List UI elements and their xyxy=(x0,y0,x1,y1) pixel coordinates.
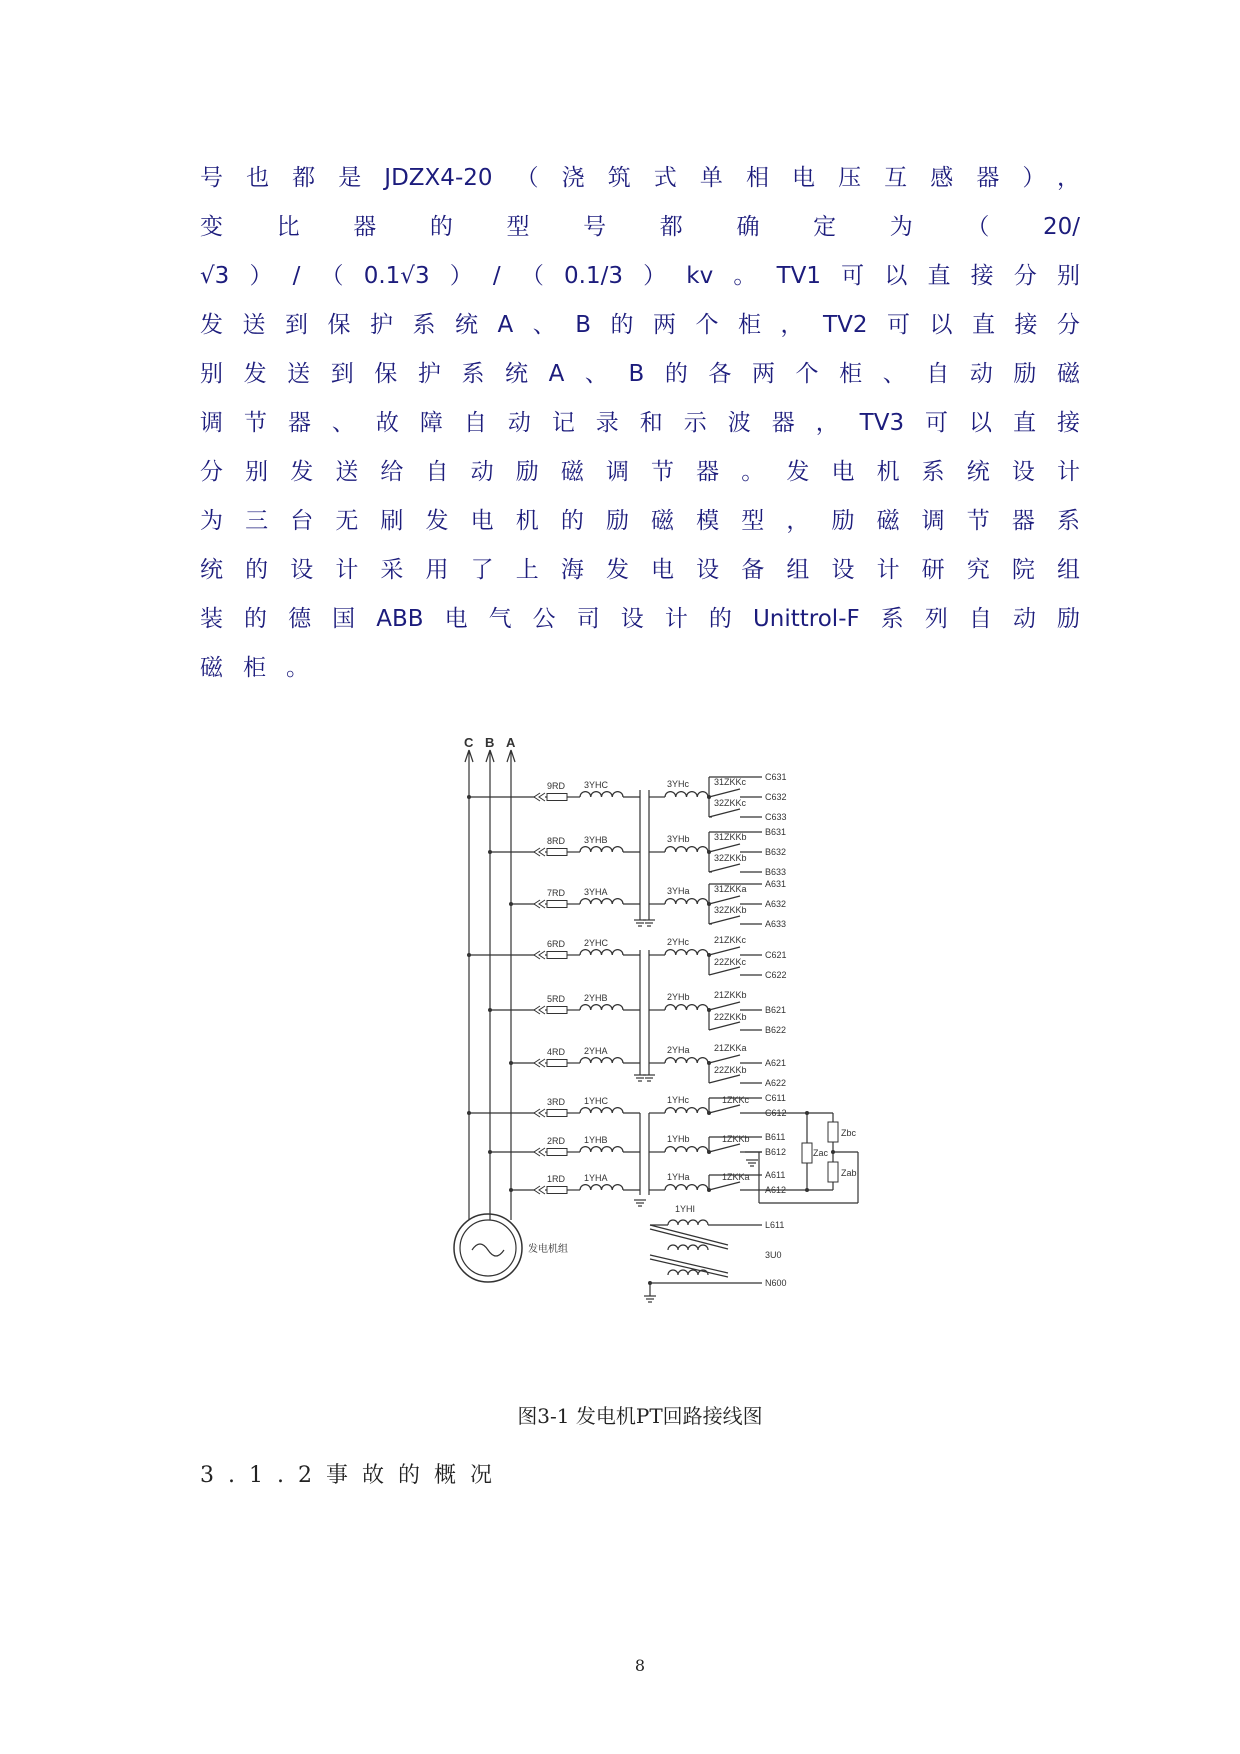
output-terminal: C622 xyxy=(765,970,787,980)
primary-label: 1YHC xyxy=(584,1096,609,1106)
output-terminal: C633 xyxy=(765,812,787,822)
fuse-label: 5RD xyxy=(547,994,566,1004)
impedance-zbc xyxy=(828,1122,838,1142)
generator-icon xyxy=(460,1220,516,1276)
output-terminal: B611 xyxy=(765,1132,786,1142)
output-terminal: B621 xyxy=(765,1005,787,1015)
output-terminal: A611 xyxy=(765,1170,786,1180)
secondary-label: 1YHc xyxy=(667,1095,690,1105)
text-line: 装的德国ABB电气公司设计的Unittrol-F系列自动励 xyxy=(200,606,1080,632)
arrow-icon xyxy=(534,1148,545,1156)
output-terminal: N600 xyxy=(765,1278,787,1288)
text-line: 分别发送给自动励磁调节器。发电机系统设计 xyxy=(200,459,1080,485)
output-terminal: A633 xyxy=(765,919,787,929)
output-terminal: A622 xyxy=(765,1078,787,1088)
section-heading xyxy=(200,1458,506,1489)
switch xyxy=(709,916,740,924)
impedance-zab xyxy=(828,1162,838,1182)
impedance-label: Zbc xyxy=(841,1128,857,1138)
arrow-icon xyxy=(534,1186,545,1194)
open-delta-coil xyxy=(668,1245,708,1250)
arrow-icon xyxy=(534,793,545,801)
arrow-icon xyxy=(534,1059,545,1067)
switch xyxy=(709,896,740,904)
switch xyxy=(709,1144,740,1152)
junction-dot xyxy=(509,902,513,906)
arrow-icon xyxy=(534,1109,545,1117)
primary-label: 2YHC xyxy=(584,938,609,948)
primary-coil xyxy=(580,1185,623,1190)
text-line: 变比器的型号都确定为（20/ xyxy=(200,214,1080,240)
section-number: 3.1.2 xyxy=(200,1463,326,1488)
secondary-label: 3YHb xyxy=(667,834,690,844)
fuse-label: 8RD xyxy=(547,836,566,846)
junction-dot xyxy=(467,953,471,957)
fuse-label: 3RD xyxy=(547,1097,566,1107)
switch-label: 31ZKKa xyxy=(714,884,747,894)
text-line: 调节器、故障自动记录和示波器，TV3可以直接 xyxy=(200,410,1080,436)
primary-label: 3YHC xyxy=(584,780,609,790)
primary-coil xyxy=(580,1147,623,1152)
output-terminal: A612 xyxy=(765,1185,787,1195)
output-terminal: C612 xyxy=(765,1108,787,1118)
output-terminal: C631 xyxy=(765,772,787,782)
junction-dot xyxy=(805,1188,809,1192)
fuse-label: 1RD xyxy=(547,1174,566,1184)
secondary-coil xyxy=(665,950,708,955)
fuse-label: 4RD xyxy=(547,1047,566,1057)
wire xyxy=(650,1225,728,1245)
switch-label: 32ZKKb xyxy=(714,853,747,863)
fuse-icon xyxy=(547,794,567,801)
primary-label: 3YHA xyxy=(584,887,608,897)
primary-coil xyxy=(580,1108,623,1113)
output-terminal: B612 xyxy=(765,1147,787,1157)
fuse-label: 2RD xyxy=(547,1136,566,1146)
switch xyxy=(709,1105,740,1113)
phase-label-B: B xyxy=(485,735,495,750)
section-title: 事故的概况 xyxy=(325,1463,506,1488)
secondary-label: 1YHa xyxy=(667,1172,690,1182)
switch-label: 22ZKKb xyxy=(714,1065,747,1075)
switch-label: 21ZKKc xyxy=(714,935,747,945)
primary-coil xyxy=(580,950,623,955)
arrow-icon xyxy=(534,951,545,959)
output-terminal: C632 xyxy=(765,792,787,802)
pt-wiring-diagram xyxy=(434,733,894,1323)
text-line: 别发送到保护系统A、B的各两个柜、自动励磁 xyxy=(200,361,1080,387)
secondary-label: 3YHa xyxy=(667,886,690,896)
switch xyxy=(709,864,740,872)
fuse-label: 6RD xyxy=(547,939,566,949)
fuse-label: 7RD xyxy=(547,888,566,898)
phase-label-C: C xyxy=(464,735,474,750)
switch xyxy=(709,1055,740,1063)
secondary-coil xyxy=(665,899,708,904)
primary-coil xyxy=(580,792,623,797)
output-terminal: A621 xyxy=(765,1058,787,1068)
switch xyxy=(709,789,740,797)
text-line: 为三台无刷发电机的励磁模型，励磁调节器系 xyxy=(200,508,1080,534)
switch-label: 1ZKKa xyxy=(722,1172,750,1182)
output-terminal: A632 xyxy=(765,899,787,909)
text-line: 号也都是JDZX4-20（浇筑式单相电压互感器）， xyxy=(200,165,1080,191)
figure-caption: 图3-1 发电机PT回路接线图 xyxy=(517,1404,763,1428)
switch-label: 1ZKKb xyxy=(722,1134,750,1144)
open-delta-coil xyxy=(668,1220,708,1225)
junction-dot xyxy=(488,850,492,854)
switch-label: 21ZKKa xyxy=(714,1043,747,1053)
primary-label: 1YHB xyxy=(584,1135,608,1145)
fuse-icon xyxy=(547,952,567,959)
secondary-label: 2YHa xyxy=(667,1045,690,1055)
open-delta-label: 1YHI xyxy=(675,1204,696,1214)
junction-dot xyxy=(467,795,471,799)
secondary-label: 1YHb xyxy=(667,1134,690,1144)
output-terminal: 3U0 xyxy=(765,1250,782,1260)
junction-dot xyxy=(509,1188,513,1192)
wire xyxy=(650,1259,728,1277)
primary-coil xyxy=(580,847,623,852)
output-terminal: B633 xyxy=(765,867,787,877)
junction-dot xyxy=(509,1061,513,1065)
switch xyxy=(709,1002,740,1010)
output-terminal: B631 xyxy=(765,827,787,837)
switch-label: 32ZKKc xyxy=(714,798,747,808)
primary-coil xyxy=(580,1058,623,1063)
switch-label: 22ZKKb xyxy=(714,1012,747,1022)
page-number: 8 xyxy=(634,1656,646,1675)
fuse-icon xyxy=(547,901,567,908)
switch-label: 31ZKKc xyxy=(714,777,747,787)
generator-label: 发电机组 xyxy=(528,1244,568,1255)
impedance-zac xyxy=(802,1143,812,1163)
output-terminal: L611 xyxy=(765,1220,785,1230)
impedance-label: Zac xyxy=(813,1148,829,1158)
fuse-icon xyxy=(547,1187,567,1194)
secondary-coil xyxy=(665,1108,708,1113)
arrow-icon xyxy=(534,1006,545,1014)
switch-label: 32ZKKb xyxy=(714,905,747,915)
output-terminal: A631 xyxy=(765,879,787,889)
text-line: 磁柜。 xyxy=(200,655,329,681)
fuse-icon xyxy=(547,1007,567,1014)
switch xyxy=(709,844,740,852)
output-terminal: C621 xyxy=(765,950,787,960)
switch xyxy=(709,1022,740,1030)
switch-label: 22ZKKc xyxy=(714,957,747,967)
secondary-label: 3YHc xyxy=(667,779,690,789)
switch xyxy=(709,967,740,975)
primary-coil xyxy=(580,1005,623,1010)
wire xyxy=(650,1229,728,1249)
body-paragraph xyxy=(200,154,1080,693)
switch-label: 31ZKKb xyxy=(714,832,747,842)
impedance-label: Zab xyxy=(841,1168,857,1178)
junction-dot xyxy=(488,1008,492,1012)
secondary-coil xyxy=(665,1185,708,1190)
secondary-label: 2YHc xyxy=(667,937,690,947)
junction-dot xyxy=(467,1111,471,1115)
switch xyxy=(709,1075,740,1083)
secondary-label: 2YHb xyxy=(667,992,690,1002)
output-terminal: B622 xyxy=(765,1025,787,1035)
secondary-coil xyxy=(665,847,708,852)
primary-label: 1YHA xyxy=(584,1173,608,1183)
fuse-icon xyxy=(547,1149,567,1156)
fuse-icon xyxy=(547,1110,567,1117)
wire xyxy=(650,1255,728,1273)
generator-icon xyxy=(454,1214,522,1282)
primary-label: 2YHB xyxy=(584,993,608,1003)
primary-label: 2YHA xyxy=(584,1046,608,1056)
junction-dot xyxy=(488,1150,492,1154)
switch xyxy=(709,809,740,817)
text-line: 统的设计采用了上海发电设备组设计研究院组 xyxy=(200,557,1080,583)
secondary-coil xyxy=(665,792,708,797)
switch xyxy=(709,1182,740,1190)
switch-label: 1ZKKc xyxy=(722,1095,750,1105)
secondary-coil xyxy=(665,1147,708,1152)
secondary-coil xyxy=(665,1058,708,1063)
arrow-icon xyxy=(534,900,545,908)
primary-coil xyxy=(580,899,623,904)
arrow-icon xyxy=(534,848,545,856)
secondary-coil xyxy=(665,1005,708,1010)
phase-label-A: A xyxy=(506,735,516,750)
text-line: √3）/（0.1√3）/（0.1/3）kv。TV1可以直接分别 xyxy=(200,263,1080,289)
junction-dot xyxy=(805,1111,809,1115)
fuse-icon xyxy=(547,1060,567,1067)
switch xyxy=(709,947,740,955)
output-terminal: C611 xyxy=(765,1093,786,1103)
sine-wave-icon xyxy=(472,1244,504,1256)
output-terminal: B632 xyxy=(765,847,787,857)
text-line: 发送到保护系统A、B的两个柜，TV2可以直接分 xyxy=(200,312,1080,338)
switch-label: 21ZKKb xyxy=(714,990,747,1000)
primary-label: 3YHB xyxy=(584,835,608,845)
fuse-label: 9RD xyxy=(547,781,566,791)
fuse-icon xyxy=(547,849,567,856)
